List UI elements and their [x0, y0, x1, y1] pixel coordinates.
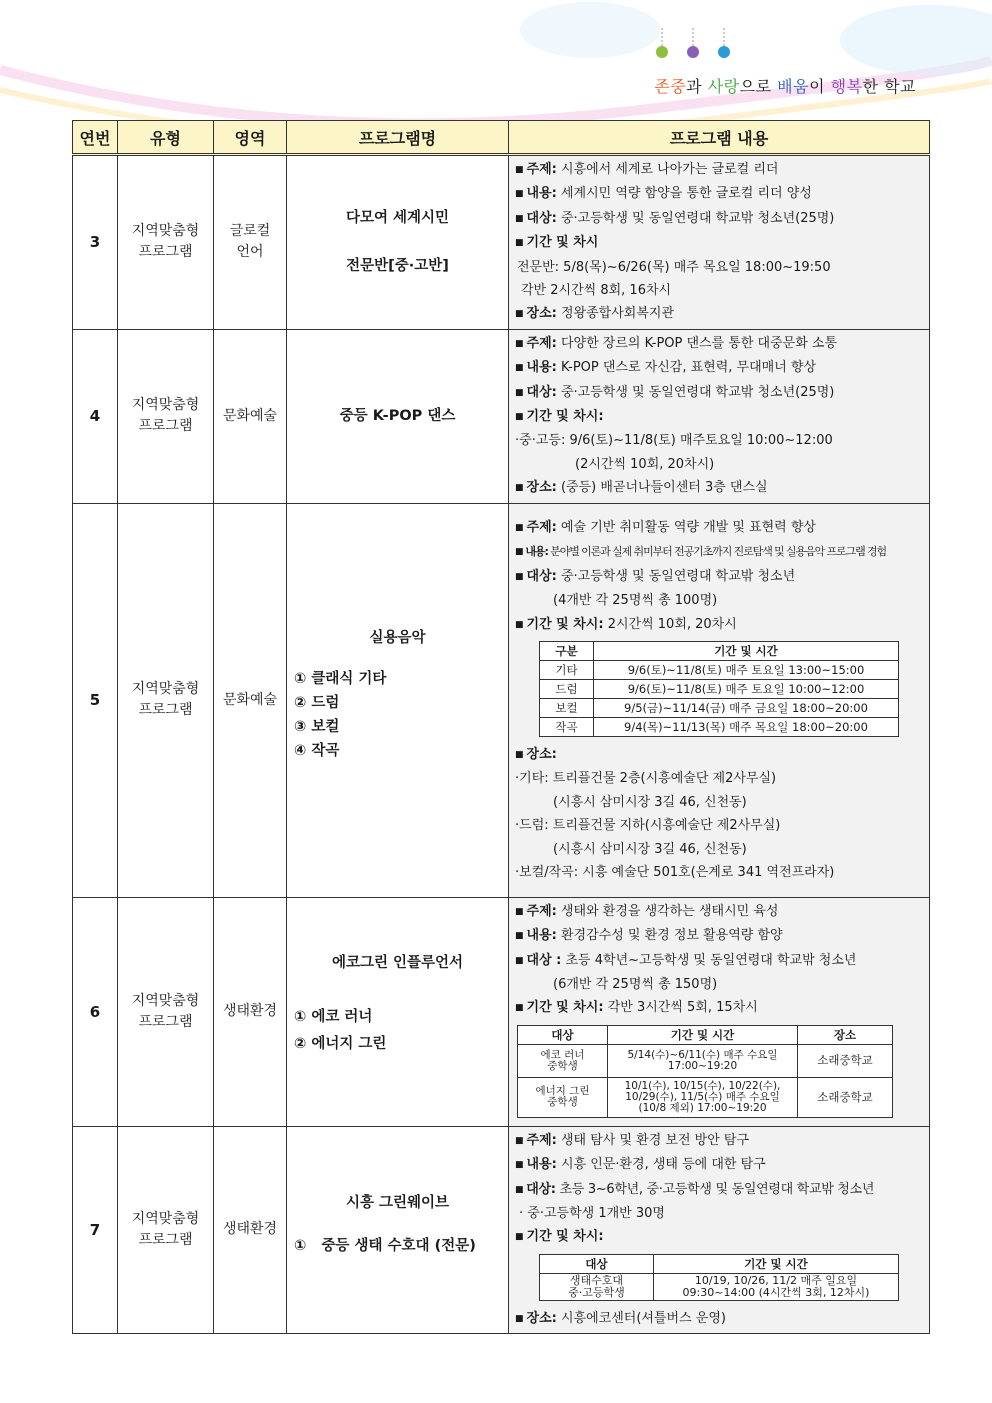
row-program-name: 중등 K-POP 댄스	[287, 329, 509, 503]
row-area: 생태환경	[214, 897, 287, 1126]
table-row	[73, 155, 930, 330]
row-area: 문화예술	[214, 329, 287, 503]
table-header-row	[73, 121, 930, 155]
schedule-row: 드럼 9/6(토)~11/8(토) 매주 토요일 10:00~12:00	[540, 679, 899, 698]
program-item: ① 중등 생태 수호대 (전문)	[294, 1237, 476, 1254]
row-type: 지역맞춤형 프로그램	[118, 503, 214, 897]
row-type: 지역맞춤형 프로그램	[118, 329, 214, 503]
row-program-content: ■ 주제: 생태와 환경을 생각하는 생태시민 육성 ■ 내용: 환경감수성 및 환경 정보 활용역량 함양 ■ 대상 : 초등 4학년~고등학생 및 동일연령대 학교밖 청소년 (6개반 각 25명씩 총 150명) ■ 기간 및 차시: 각반 3시간씩 5회, 15차시 대상 기간 및 시간 장소 에코 러너 중학생 5/14(수)~6/11(수) 매주 수요일 17:00~19:20 소래중학교 에너지 그린 중학생 10/1(수), 10/15(수), 10/22(수), 10/29(수), 11/5(수) 매주 수요일 (10/8 제외) 17:00~19:20 소래중학교	[509, 897, 930, 1126]
row-area: 문화예술	[214, 503, 287, 897]
row-type: 지역맞춤형 프로그램	[118, 1126, 214, 1333]
header-type: 유형	[118, 121, 214, 155]
program-item: ② 드럼	[294, 695, 340, 712]
row-area: 글로컬 언어	[214, 155, 287, 330]
program-item: ④ 작곡	[294, 743, 340, 760]
header-program-name: 프로그램명	[287, 121, 509, 155]
schedule-row: 기타 9/6(토)~11/8(토) 매주 토요일 13:00~15:00	[540, 660, 899, 679]
row-type: 지역맞춤형 프로그램	[118, 897, 214, 1126]
row-program-name: 시흥 그린웨이브 ① 중등 생태 수호대 (전문)	[287, 1126, 509, 1333]
row-program-content: ■ 주제: 생태 탐사 및 환경 보전 방안 탐구 ■ 내용: 시흥 인문·환경, 생태 등에 대한 탐구 ■ 대상: 초등 3~6학년, 중·고등학생 및 동일연령대 학교밖 청소년 · 중·고등학생 1개반 30명 ■ 기간 및 차시: 대상 기간 및 시간 생태수호대 중·고등학생 10/19, 10/26, 11/2 매주 일요일 09:30~14:00 (4시간씩 3회, 12차시) ■ 장소: 시흥에코센터(셔틀버스 운영)	[509, 1126, 930, 1333]
row-type: 지역맞춤형 프로그램	[118, 155, 214, 330]
decorative-dots	[650, 28, 740, 60]
program-table	[72, 120, 930, 1334]
program-item: ① 클래식 기타	[294, 671, 387, 688]
table-row	[73, 503, 930, 897]
schedule-table: 대상 기간 및 시간 생태수호대 중·고등학생 10/19, 10/26, 11/2 매주 일요일 09:30~14:00 (4시간씩 3회, 12차시)	[539, 1254, 899, 1301]
schedule-row: 보컬 9/5(금)~11/14(금) 매주 금요일 18:00~20:00	[540, 698, 899, 717]
table-row	[73, 329, 930, 503]
row-program-name: 다모여 세계시민 전문반[중·고반]	[287, 155, 509, 330]
schedule-row: 생태수호대 중·고등학생 10/19, 10/26, 11/2 매주 일요일 09:30~14:00 (4시간씩 3회, 12차시)	[540, 1273, 899, 1300]
program-item: ① 에코 러너	[294, 1008, 373, 1025]
schedule-row: 작곡 9/4(목)~11/13(목) 매주 목요일 18:00~20:00	[540, 717, 899, 736]
row-number: 4	[73, 329, 118, 503]
row-number: 5	[73, 503, 118, 897]
row-number: 7	[73, 1126, 118, 1333]
school-slogan: 존중과 사랑으로 배움이 행복한 학교	[654, 77, 916, 96]
row-program-content: ■ 주제: 시흥에서 세계로 나아가는 글로컬 리더 ■ 내용: 세계시민 역량 함양을 통한 글로컬 리더 양성 ■ 대상: 중·고등학생 및 동일연령대 학교밖 청소년(25명) ■ 기간 및 차시 전문반: 5/8(목)~6/26(목) 매주 목요일 18:00~19:50 각반 2시간씩 8회, 16차시 ■ 장소: 정왕종합사회복지관	[509, 155, 930, 330]
schedule-table: 구분 기간 및 시간 기타 9/6(토)~11/8(토) 매주 토요일 13:00~15:00 드럼 9/6(토)~11/8(토) 매주 토요일 10:00~12:00 보컬 9/5(금)~11/14(금) 매주 금요일 18:00~20:00 작곡 9/4(목)~11/13(목) 매주 목요일 18:00~20:00	[539, 641, 899, 737]
row-program-name: 에코그린 인플루언서 ① 에코 러너 ② 에너지 그린	[287, 897, 509, 1126]
schedule-row: 에코 러너 중학생 5/14(수)~6/11(수) 매주 수요일 17:00~19:20 소래중학교	[518, 1044, 893, 1077]
program-item: ③ 보컬	[294, 719, 340, 736]
header-area: 영역	[214, 121, 287, 155]
schedule-table: 대상 기간 및 시간 장소 에코 러너 중학생 5/14(수)~6/11(수) 매주 수요일 17:00~19:20 소래중학교 에너지 그린 중학생 10/1(수), 10/15(수), 10/22(수), 10/29(수), 11/5(수) 매주 수요일 (10/8 제외) 17:00~19:20 소래중학교	[517, 1025, 893, 1118]
row-program-content: ■ 주제: 다양한 장르의 K-POP 댄스를 통한 대중문화 소통 ■ 내용: K-POP 댄스로 자신감, 표현력, 무대매너 향상 ■ 대상: 중·고등학생 및 동일연령대 학교밖 청소년(25명) ■ 기간 및 차시: ·중·고등: 9/6(토)~11/8(토) 매주토요일 10:00~12:00 (2시간씩 10회, 20차시) ■ 장소: (중등) 배곧너나들이센터 3층 댄스실	[509, 329, 930, 503]
row-program-content: ■ 주제: 예술 기반 취미활동 역량 개발 및 표현력 향상 ■ 내용: 분야별 이론과 실제 취미부터 전공기초까지 진로탐색 및 실용음악 프로그램 경험 ■ 대상: 중·고등학생 및 동일연령대 학교밖 청소년 (4개반 각 25명씩 총 100명) ■ 기간 및 차시: 2시간씩 10회, 20차시 구분 기간 및 시간 기타 9/6(토)~11/8(토) 매주 토요일 13:00~15:00 드럼 9/6(토)~11/8(토) 매주 토요일 10:00~12:00 보컬 9/5(금)~11/14(금) 매주 금요일 18:00~20:00 작곡 9/4(목)~11/13(목) 매주 목요일 18:00~20:00 ■ 장소: ·기타: 트리플건물 2층(시흥예술단 제2사무실) (시흥시 삼미시장 3길 46, 신천동) ·드럼: 트리플건물 지하(시흥예술단 제2사무실) (시흥시 삼미시장 3길 46, 신천동) ·보컬/작곡: 시흥 예술단 501호(은계로 341 역전프라자)	[509, 503, 930, 897]
header-number: 연번	[73, 121, 118, 155]
program-item: ② 에너지 그린	[294, 1035, 387, 1052]
row-area: 생태환경	[214, 1126, 287, 1333]
table-row	[73, 1126, 930, 1333]
row-number: 6	[73, 897, 118, 1126]
header-program-content: 프로그램 내용	[509, 121, 930, 155]
table-row	[73, 897, 930, 1126]
schedule-row: 에너지 그린 중학생 10/1(수), 10/15(수), 10/22(수), 10/29(수), 11/5(수) 매주 수요일 (10/8 제외) 17:00~19:20 소래중학교	[518, 1077, 893, 1117]
row-number: 3	[73, 155, 118, 330]
row-program-name: 실용음악 ① 클래식 기타 ② 드럼 ③ 보컬 ④ 작곡	[287, 503, 509, 897]
